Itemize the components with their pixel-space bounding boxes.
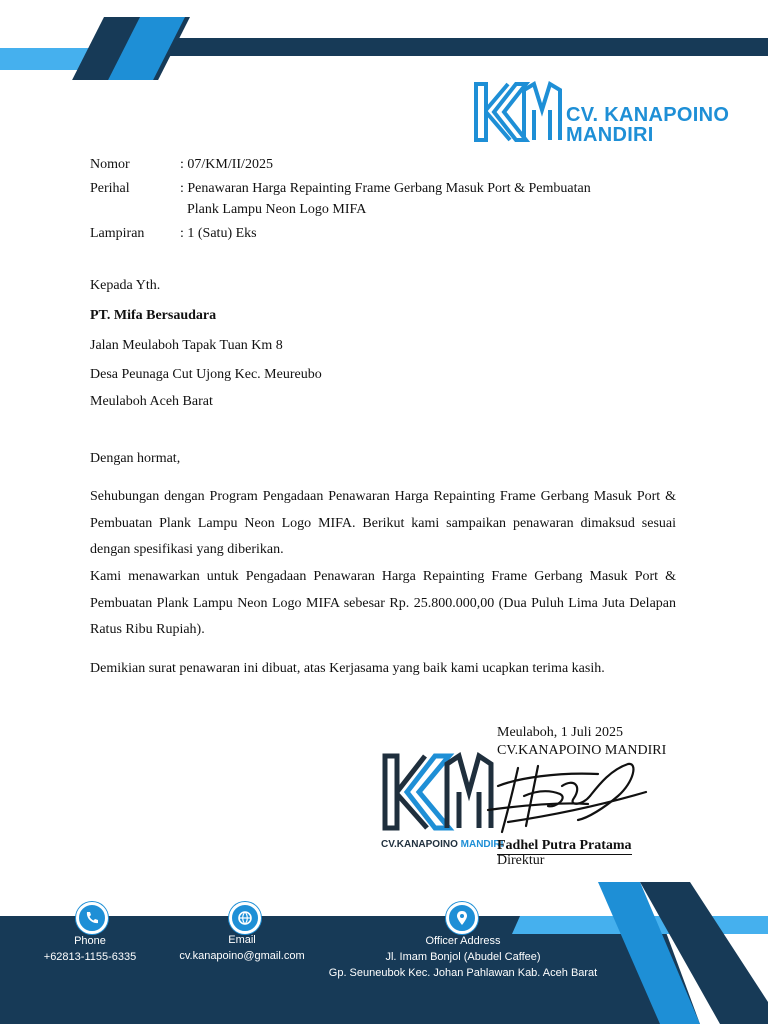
- perihal-value-line2: Plank Lampu Neon Logo MIFA: [187, 202, 367, 217]
- brand-name-line1: CV. KANAPOINO: [566, 104, 730, 126]
- body-paragraph-1: Sehubungan dengan Program Pengadaan Penawaran Harga Repainting Frame Gerbang Masuk Port & Pembuatan Plank Lampu Neon Logo MIFA. Berikut kami sampaikan penawaran dimaksud sesuai dengan spesifikasi yang diberikan.: [90, 489, 676, 557]
- header-banner: [0, 0, 768, 80]
- recipient-company: PT. Mifa Bersaudara: [90, 308, 217, 323]
- salutation: Dengan hormat,: [90, 451, 181, 466]
- footer-address-line2: Gp. Seuneubok Kec. Johan Pahlawan Kab. Aceh Barat: [328, 967, 598, 979]
- nomor-value: : 07/KM/II/2025: [180, 157, 273, 172]
- footer-email-label: Email: [228, 934, 256, 946]
- footer-email-value: cv.kanapoino@gmail.com: [179, 950, 305, 962]
- place-date: Meulaboh, 1 Juli 2025: [497, 725, 623, 740]
- recipient-address-line2: Desa Peunaga Cut Ujong Kec. Meureubo: [90, 367, 322, 382]
- company-logo-icon: [472, 80, 564, 144]
- perihal-value-line1: : Penawaran Harga Repainting Frame Gerbang Masuk Port & Pembuatan: [180, 181, 591, 196]
- perihal-label: Perihal: [90, 181, 130, 196]
- footer-phone-value: +62813-1155-6335: [43, 951, 137, 963]
- phone-icon: [76, 902, 108, 934]
- location-pin-icon: [446, 902, 478, 934]
- brand-name-line2: MANDIRI: [566, 124, 654, 146]
- stamp-caption: [381, 839, 503, 851]
- footer-address-label: Officer Address: [425, 935, 501, 947]
- signer-name: Fadhel Putra Pratama: [497, 838, 632, 853]
- stamp-caption-dark: CV.KANAPOINO: [381, 839, 461, 850]
- signature-company: CV.KANAPOINO MANDIRI: [497, 743, 667, 758]
- recipient-greeting: Kepada Yth.: [90, 278, 161, 293]
- lampiran-label: Lampiran: [90, 226, 145, 241]
- recipient-address-line3: Meulaboh Aceh Barat: [90, 394, 213, 409]
- handwritten-signature: [478, 756, 658, 840]
- signer-title: Direktur: [497, 853, 545, 868]
- closing-sentence: Demikian surat penawaran ini dibuat, atas Kerjasama yang baik kami ucapkan terima kasih.: [90, 661, 605, 676]
- header-navy-stripe: [136, 38, 768, 56]
- stamp-caption-blue: MANDIRI: [460, 839, 504, 850]
- recipient-address-line1: Jalan Meulaboh Tapak Tuan Km 8: [90, 338, 283, 353]
- nomor-label: Nomor: [90, 157, 130, 172]
- email-icon: [229, 902, 261, 934]
- body-paragraph-2: Kami menawarkan untuk Pengadaan Penawaran Harga Repainting Frame Gerbang Masuk Port & Pembuatan Plank Lampu Neon Logo MIFA sebesar Rp. 25.800.000,00 (Dua Puluh Lima Juta Delapan Ratus Ribu Rupiah).: [90, 569, 676, 637]
- footer-address-line1: Jl. Imam Bonjol (Abudel Caffee): [385, 951, 541, 963]
- lampiran-value: : 1 (Satu) Eks: [180, 226, 257, 241]
- footer-phone-label: Phone: [74, 935, 106, 947]
